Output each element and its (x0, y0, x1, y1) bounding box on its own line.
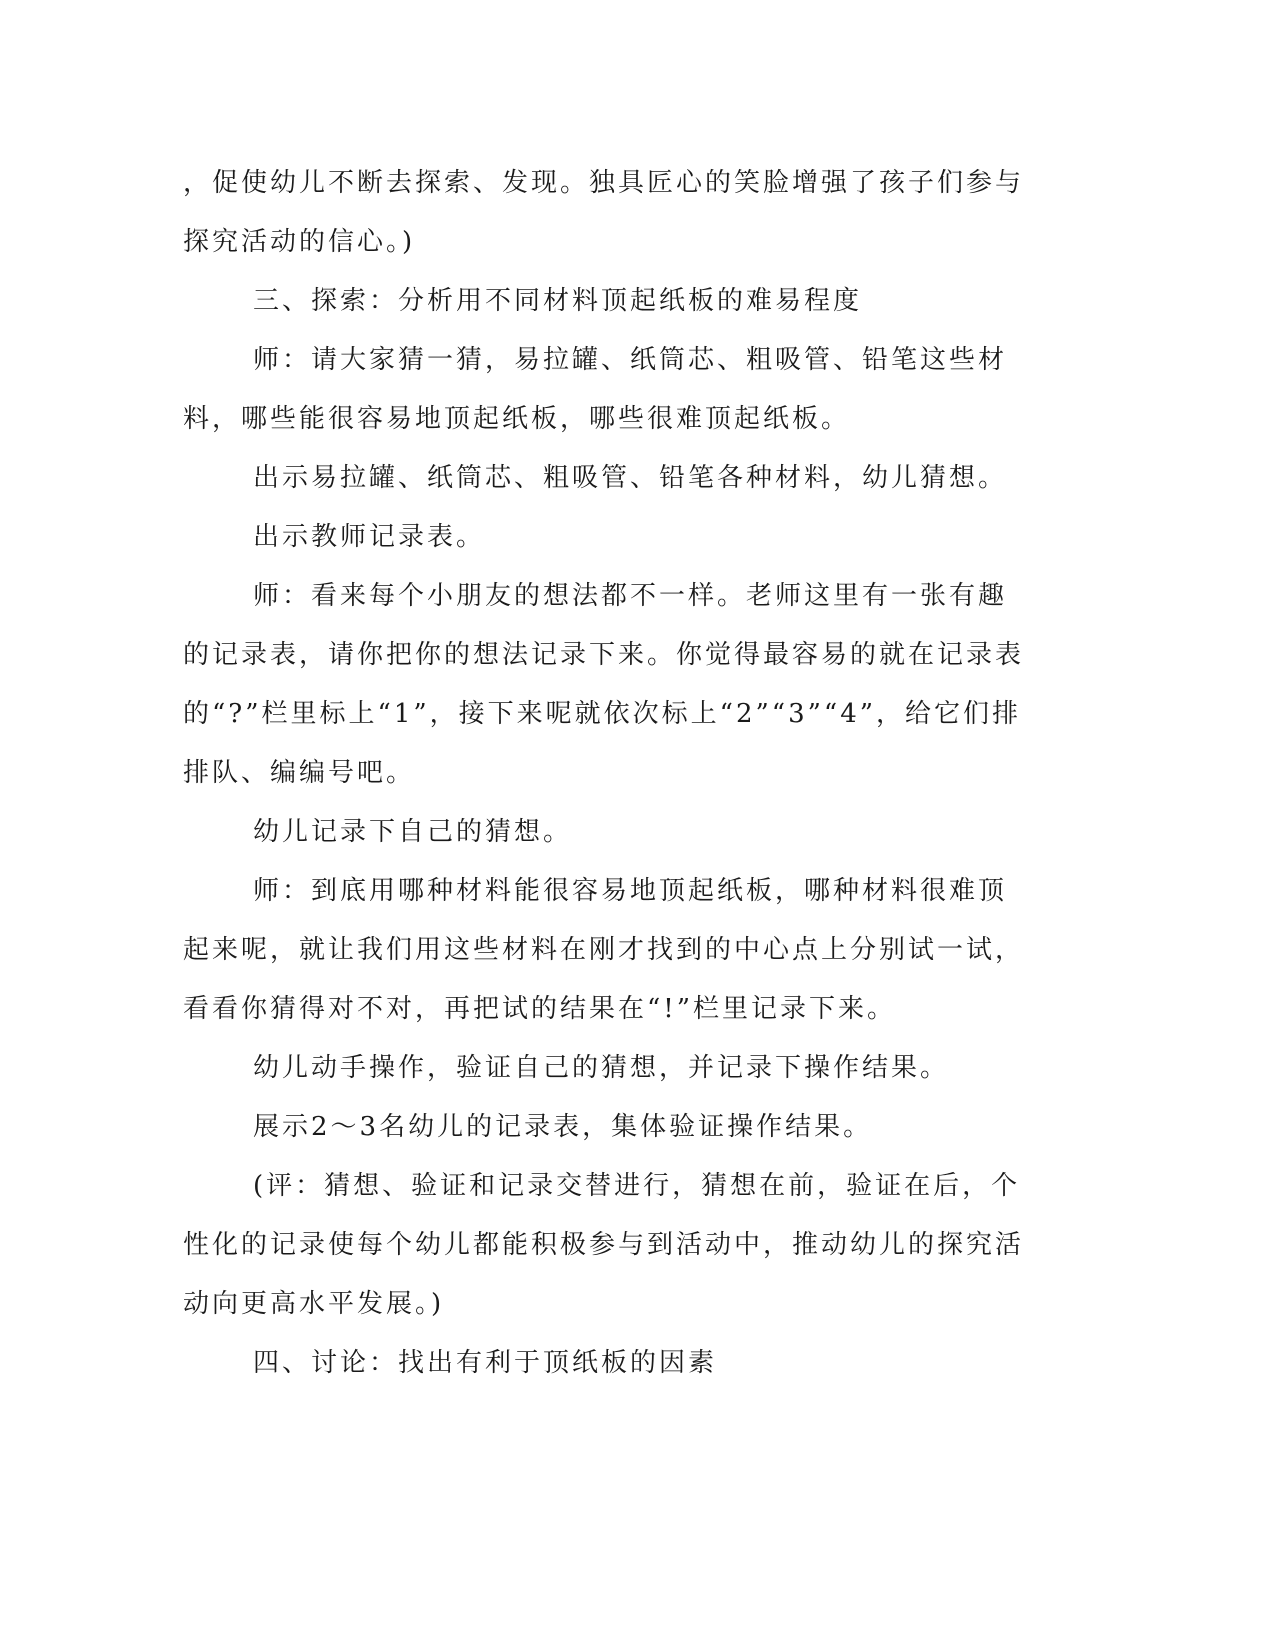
paragraph-1: 三、探索：分析用不同材料顶起纸板的难易程度 (253, 286, 863, 316)
paragraph-5: 师：看来每个小朋友的想法都不一样。老师这里有一张有趣的记录表，请你把你的想法记录下来。你觉得最容易的就在记录表的“?”栏里标上“1”，接下来呢就依次标上“2”“3”“4”，给它们排排队、编编号吧。 (183, 581, 1025, 788)
paragraph-9: 展示2～3名幼儿的记录表，集体验证操作结果。 (253, 1112, 873, 1142)
paragraph-8: 幼儿动手操作，验证自己的猜想，并记录下操作结果。 (253, 1053, 950, 1083)
paragraph-3: 出示易拉罐、纸筒芯、粗吸管、铅笔各种材料，幼儿猜想。 (253, 463, 1008, 493)
paragraph-11: 四、讨论：找出有利于顶纸板的因素 (253, 1348, 718, 1378)
paragraph-6: 幼儿记录下自己的猜想。 (253, 817, 573, 847)
paragraph-2: 师：请大家猜一猜，易拉罐、纸筒芯、粗吸管、铅笔这些材料，哪些能很容易地顶起纸板，哪些很难顶起纸板。 (183, 345, 1008, 434)
paragraph-10: (评：猜想、验证和记录交替进行，猜想在前，验证在后，个性化的记录使每个幼儿都能积极参与到活动中，推动幼儿的探究活动向更高水平发展。) (183, 1171, 1025, 1319)
paragraph-7: 师：到底用哪种材料能很容易地顶起纸板，哪种材料很难顶起来呢，就让我们用这些材料在刚才找到的中心点上分别试一试，看看你猜得对不对，再把试的结果在“!”栏里记录下来。 (183, 876, 1025, 1024)
document-body (183, 154, 1033, 1393)
paragraph-0: ，促使幼儿不断去探索、发现。独具匠心的笑脸增强了孩子们参与探究活动的信心。) (183, 168, 1025, 257)
paragraph-4: 出示教师记录表。 (253, 522, 486, 552)
